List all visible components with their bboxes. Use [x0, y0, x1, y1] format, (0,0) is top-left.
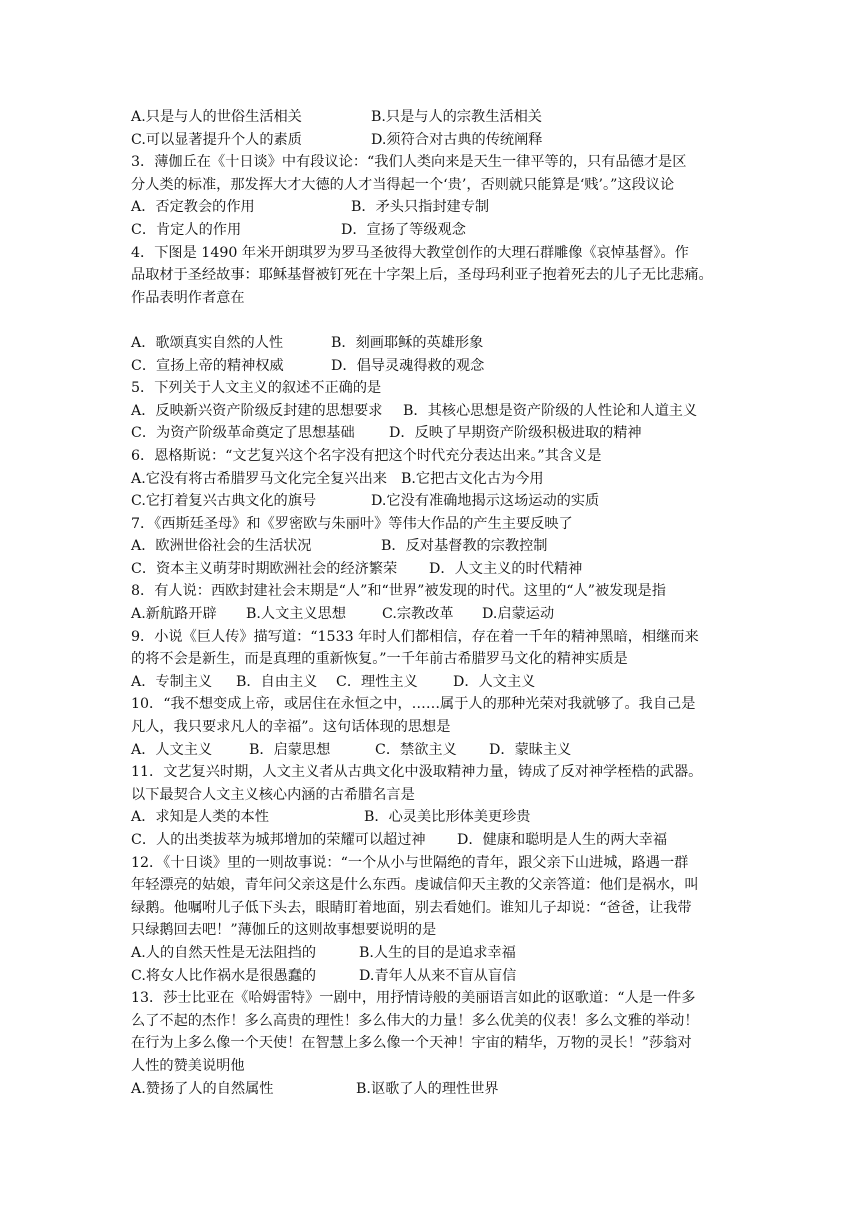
answer-options-row: [131, 806, 731, 829]
answer-option: B.人文主义思想: [246, 606, 347, 623]
answer-option: A．专制主义: [131, 673, 213, 690]
answer-option: B．其核心思想是资产阶级的人性论和人道主义: [403, 402, 698, 419]
question-text-line: 3．薄伽丘在《十日谈》中有段议论：“我们人类向来是天生一律平等的，只有品德才是区: [131, 154, 687, 171]
answer-option: C．为资产阶级革命奠定了思想基础: [131, 425, 355, 442]
answer-options-row: [131, 355, 731, 378]
answer-option: C.可以显著提升个人的素质: [131, 131, 302, 148]
answer-option: A．人文主义: [131, 741, 213, 758]
answer-options-row: [131, 106, 731, 129]
answer-options-row: [131, 739, 731, 762]
answer-option: D.青年人从来不盲从盲信: [359, 967, 517, 984]
answer-option: D.须符合对古典的传统阐释: [371, 131, 543, 148]
answer-option: A．欧洲世俗社会的生活状况: [131, 538, 312, 555]
question-text-line: 10．“我不想变成上帝，或居住在永恒之中，……属于人的那种光荣对我就够了。我自己是: [131, 696, 696, 713]
answer-option: D.它没有准确地揭示这场运动的实质: [371, 493, 600, 510]
answer-option: C．禁欲主义: [375, 741, 457, 758]
answer-options-row: [131, 535, 731, 558]
answer-option: A.赞扬了人的自然属性: [131, 1080, 274, 1097]
answer-options-row: [131, 400, 731, 423]
answer-option: A.只是与人的世俗生活相关: [131, 109, 302, 125]
question-text-line: 7．《西斯廷圣母》和《罗密欧与朱丽叶》等伟大作品的产生主要反映了: [131, 515, 573, 532]
answer-option: D．倡导灵魂得救的观念: [331, 357, 485, 374]
question-text-line: 凡人，我只要求凡人的幸福”。这句话体现的思想是: [131, 719, 451, 736]
answer-option: B．心灵美比形体美更珍贵: [364, 809, 531, 826]
question-text-line: 4．下图是 1490 年米开朗琪罗为罗马圣彼得大教堂创作的大理石群雕像《哀悼基督》。作: [131, 244, 689, 261]
question-text-line: 6．恩格斯说：“文艺复兴这个名字没有把这个时代充分表达出来。”其含义是: [131, 447, 602, 464]
answer-option: C.宗教改革: [382, 606, 454, 623]
answer-options-row: [131, 422, 731, 445]
answer-option: A.人的自然天性是无法阻挡的: [131, 944, 317, 961]
question-text-line: 分人类的标准，那发挥大才大德的人才当得起一个‘贵’，否则就只能算是‘贱’。”这段议论: [131, 176, 675, 193]
question-text-line: 12．《十日谈》里的一则故事说：“一个从小与世隔绝的青年，跟父亲下山进城，路遇一群: [131, 854, 689, 871]
question-text-line: 绿鹅。他嘱咐儿子低下头去，眼睛盯着地面，别去看她们。谁知儿子却说：“爸爸，让我带: [131, 899, 692, 916]
answer-options-row: [131, 603, 731, 626]
answer-options-row: [131, 1078, 731, 1101]
answer-option: A.它没有将古希腊罗马文化完全复兴出来: [131, 470, 387, 487]
answer-option: A.新航路开辟: [131, 606, 217, 623]
figure-placeholder-gap: [131, 309, 731, 332]
answer-options-row: [131, 671, 731, 694]
question-text-line: 么了不起的杰作！多么高贵的理性！多么伟大的力量！多么优美的仪表！多么文雅的举动！: [131, 1012, 699, 1029]
answer-options-row: [131, 332, 731, 355]
question-text-line: 在行为上多么像一个天使！在智慧上多么像一个天神！宇宙的精华，万物的灵长！”莎翁对: [131, 1035, 692, 1052]
answer-option: D．宣扬了等级观念: [341, 221, 466, 238]
question-text-line: 只绿鹅回去吧！”薄伽丘的这则故事想要说明的是: [131, 922, 437, 939]
answer-options-row: [131, 942, 731, 965]
question-list: [131, 106, 731, 1100]
answer-option: A．否定教会的作用: [131, 199, 255, 216]
answer-option: B．启蒙思想: [249, 741, 331, 758]
question-text-line: 人性的赞美说明他: [131, 1057, 245, 1074]
answer-option: B．反对基督教的宗教控制: [381, 538, 548, 555]
answer-option: B．刻画耶稣的英雄形象: [331, 334, 484, 351]
question-text-line: 8．有人说：西欧封建社会末期是“人”和“世界”被发现的时代。这里的“人”被发现是指: [131, 583, 666, 600]
question-text-line: 以下最契合人文主义核心内涵的古希腊名言是: [131, 786, 415, 803]
answer-options-row: [131, 490, 731, 513]
answer-option: C．资本主义萌芽时期欧洲社会的经济繁荣: [131, 560, 398, 577]
answer-option: D．反映了早期资产阶级积极进取的精神: [389, 425, 642, 442]
answer-option: D.启蒙运动: [482, 606, 555, 623]
answer-option: C．人的出类拔萃为城邦增加的荣耀可以超过神: [131, 832, 426, 848]
answer-options-row: [131, 558, 731, 581]
answer-option: B.人生的目的是追求幸福: [359, 944, 516, 961]
answer-option: D．人文主义: [453, 673, 536, 690]
answer-option: C．肯定人的作用: [131, 221, 242, 238]
question-text-line: 作品表明作者意在: [131, 289, 245, 306]
answer-option: A．求知是人类的本性: [131, 809, 269, 826]
answer-option: B．矛头只指封建专制: [351, 199, 490, 216]
question-text-line: 9．小说《巨人传》描写道：“1533 年时人们都相信，存在着一千年的精神黑暗，相继而来: [131, 628, 699, 645]
question-text-line: 13．莎士比亚在《哈姆雷特》一剧中，用抒情诗般的美丽语言如此的讴歌道：“人是一件多: [131, 990, 696, 1007]
answer-options-row: [131, 196, 731, 219]
question-text-line: 5．下列关于人文主义的叙述不正确的是: [131, 380, 382, 397]
question-text-line: 11．文艺复兴时期，人文主义者从古典文化中汲取精神力量，铸成了反对神学桎梏的武器。: [131, 764, 703, 781]
answer-option: B．自由主义: [236, 673, 318, 690]
answer-option: D．蒙昧主义: [489, 741, 572, 758]
answer-options-row: [131, 829, 731, 852]
answer-option: B.它把古文化古为今用: [401, 470, 544, 487]
answer-option: D．人文主义的时代精神: [429, 560, 583, 577]
answer-option: C．理性主义: [336, 673, 418, 690]
answer-option: D．健康和聪明是人生的两大幸福: [457, 832, 668, 848]
question-text-line: 年轻漂亮的姑娘，青年问父亲这是什么东西。虔诚信仰天主教的父亲答道：他们是祸水，叫: [131, 877, 699, 894]
answer-option: C.将女人比作祸水是很愚蠢的: [131, 967, 317, 984]
answer-option: B.只是与人的宗教生活相关: [371, 109, 542, 125]
answer-options-row: [131, 468, 731, 491]
answer-option: C.它打着复兴古典文化的旗号: [131, 493, 317, 510]
answer-options-row: [131, 129, 731, 152]
question-text-line: 品取材于圣经故事：耶稣基督被钉死在十字架上后，圣母玛利亚子抱着死去的儿子无比悲痛。: [131, 267, 713, 284]
answer-options-row: [131, 965, 731, 988]
answer-options-row: [131, 219, 731, 242]
answer-option: B.讴歌了人的理性世界: [356, 1080, 499, 1097]
question-text-line: 的将不会是新生，而是真理的重新恢复。”一千年前古希腊罗马文化的精神实质是: [131, 651, 628, 668]
answer-option: A．反映新兴资产阶级反封建的思想要求: [131, 402, 383, 419]
answer-option: A．歌颂真实自然的人性: [131, 334, 284, 351]
answer-option: C．宣扬上帝的精神权威: [131, 357, 284, 374]
